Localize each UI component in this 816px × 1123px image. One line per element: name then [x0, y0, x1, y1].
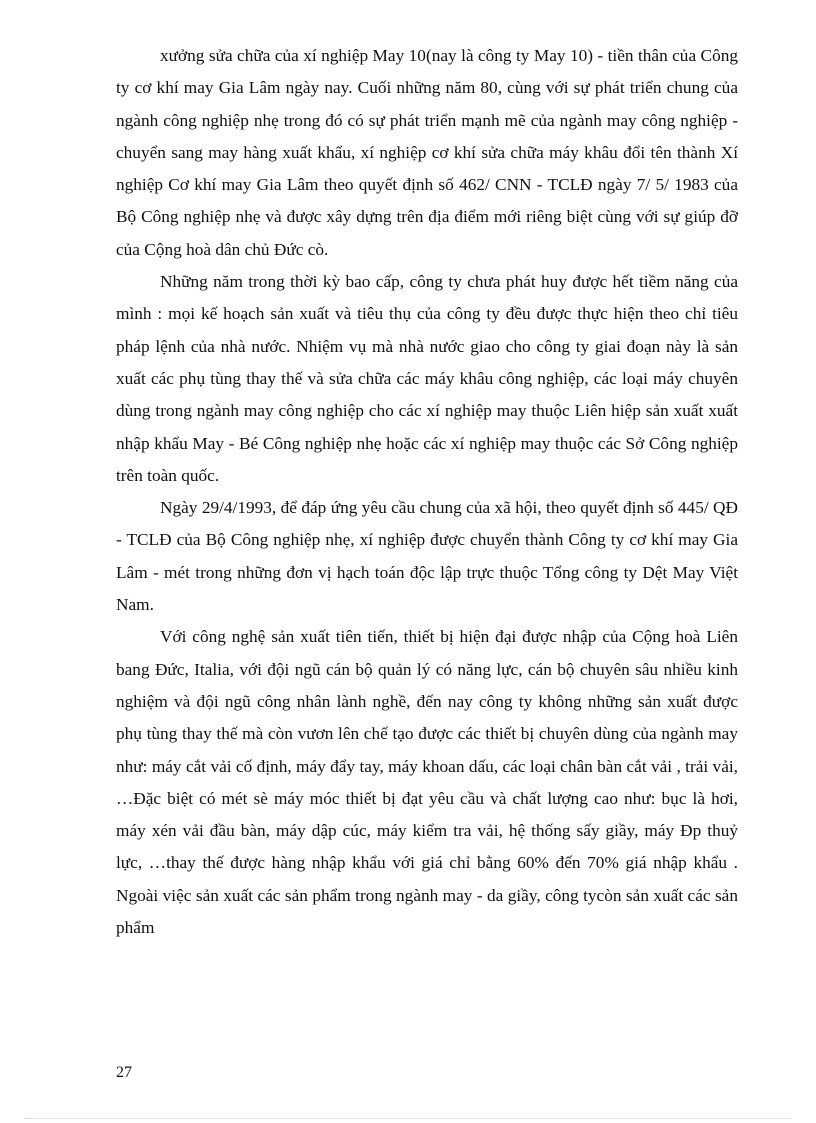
paragraph-2: Những năm trong thời kỳ bao cấp, công ty chưa phát huy được hết tiềm năng của mình : mọi kế hoạch sản xuất và tiêu thụ của công ty đều được thực hiện theo chỉ tiêu pháp lệnh của nhà nước. Nhiệm vụ mà nhà nước giao cho công ty giai đoạn này là sản xuất các phụ tùng thay thế và sửa chữa các máy khâu công nghiệp, các loại máy chuyên dùng trong ngành may công nghiệp cho các xí nghiệp may thuộc Liên hiệp sản xuất xuất nhập khẩu May - Bé Công nghiệp nhẹ hoặc các xí nghiệp may thuộc các Sở Công nghiệp trên toàn quốc. — [116, 272, 738, 485]
footer-divider — [24, 1118, 792, 1119]
page-number: 27 — [116, 1064, 132, 1081]
document-body — [116, 40, 738, 944]
paragraph-4: Với công nghệ sản xuất tiên tiến, thiết bị hiện đại được nhập của Cộng hoà Liên bang Đức, Italia, với đội ngũ cán bộ quản lý có năng lực, cán bộ chuyên sâu nhiều kinh nghiệm và đội ngũ công nhân lành nghề, đến nay công ty không những sản xuất được phụ tùng thay thế mà còn vươn lên chế tạo được các thiết bị chuyên dùng của ngành may như: máy cắt vải cố định, máy đẩy tay, máy khoan dấu, các loại chân bàn cắt vải , trải vải, …Đặc biệt có mét sè máy móc thiết bị đạt yêu cầu và chất lượng cao như: bục là hơi, máy xén vải đầu bàn, máy dập cúc, máy kiểm tra vải, hệ thống sấy giầy, máy Ðp thuỷ lực, …thay thế được hàng nhập khẩu với giá chỉ bằng 60% đến 70% giá nhập khẩu . Ngoài việc sản xuất các sản phẩm trong ngành may - da giầy, công tycòn sản xuất các sản phẩm — [116, 627, 738, 938]
paragraph-3: Ngày 29/4/1993, để đáp ứng yêu cầu chung của xã hội, theo quyết định số 445/ QĐ - TCLĐ của Bộ Công nghiệp nhẹ, xí nghiệp được chuyển thành Công ty cơ khí may Gia Lâm - mét trong những đơn vị hạch toán độc lập trực thuộc Tổng công ty Dệt May Việt Nam. — [116, 498, 738, 615]
paragraph-1: xưởng sửa chữa của xí nghiệp May 10(nay là công ty May 10) - tiền thân của Công ty cơ khí may Gia Lâm ngày nay. Cuối những năm 80, cùng với sự phát triển chung của ngành công nghiệp nhẹ trong đó có sự phát triển mạnh mẽ của ngành may công nghiệp - chuyển sang may hàng xuất khẩu, xí nghiệp cơ khí sửa chữa máy khâu đổi tên thành Xí nghiệp Cơ khí may Gia Lâm theo quyết định số 462/ CNN - TCLĐ ngày 7/ 5/ 1983 của Bộ Công nghiệp nhẹ và được xây dựng trên địa điểm mới riêng biệt cùng với sự giúp đỡ của Cộng hoà dân chủ Đức cò. — [116, 46, 738, 259]
